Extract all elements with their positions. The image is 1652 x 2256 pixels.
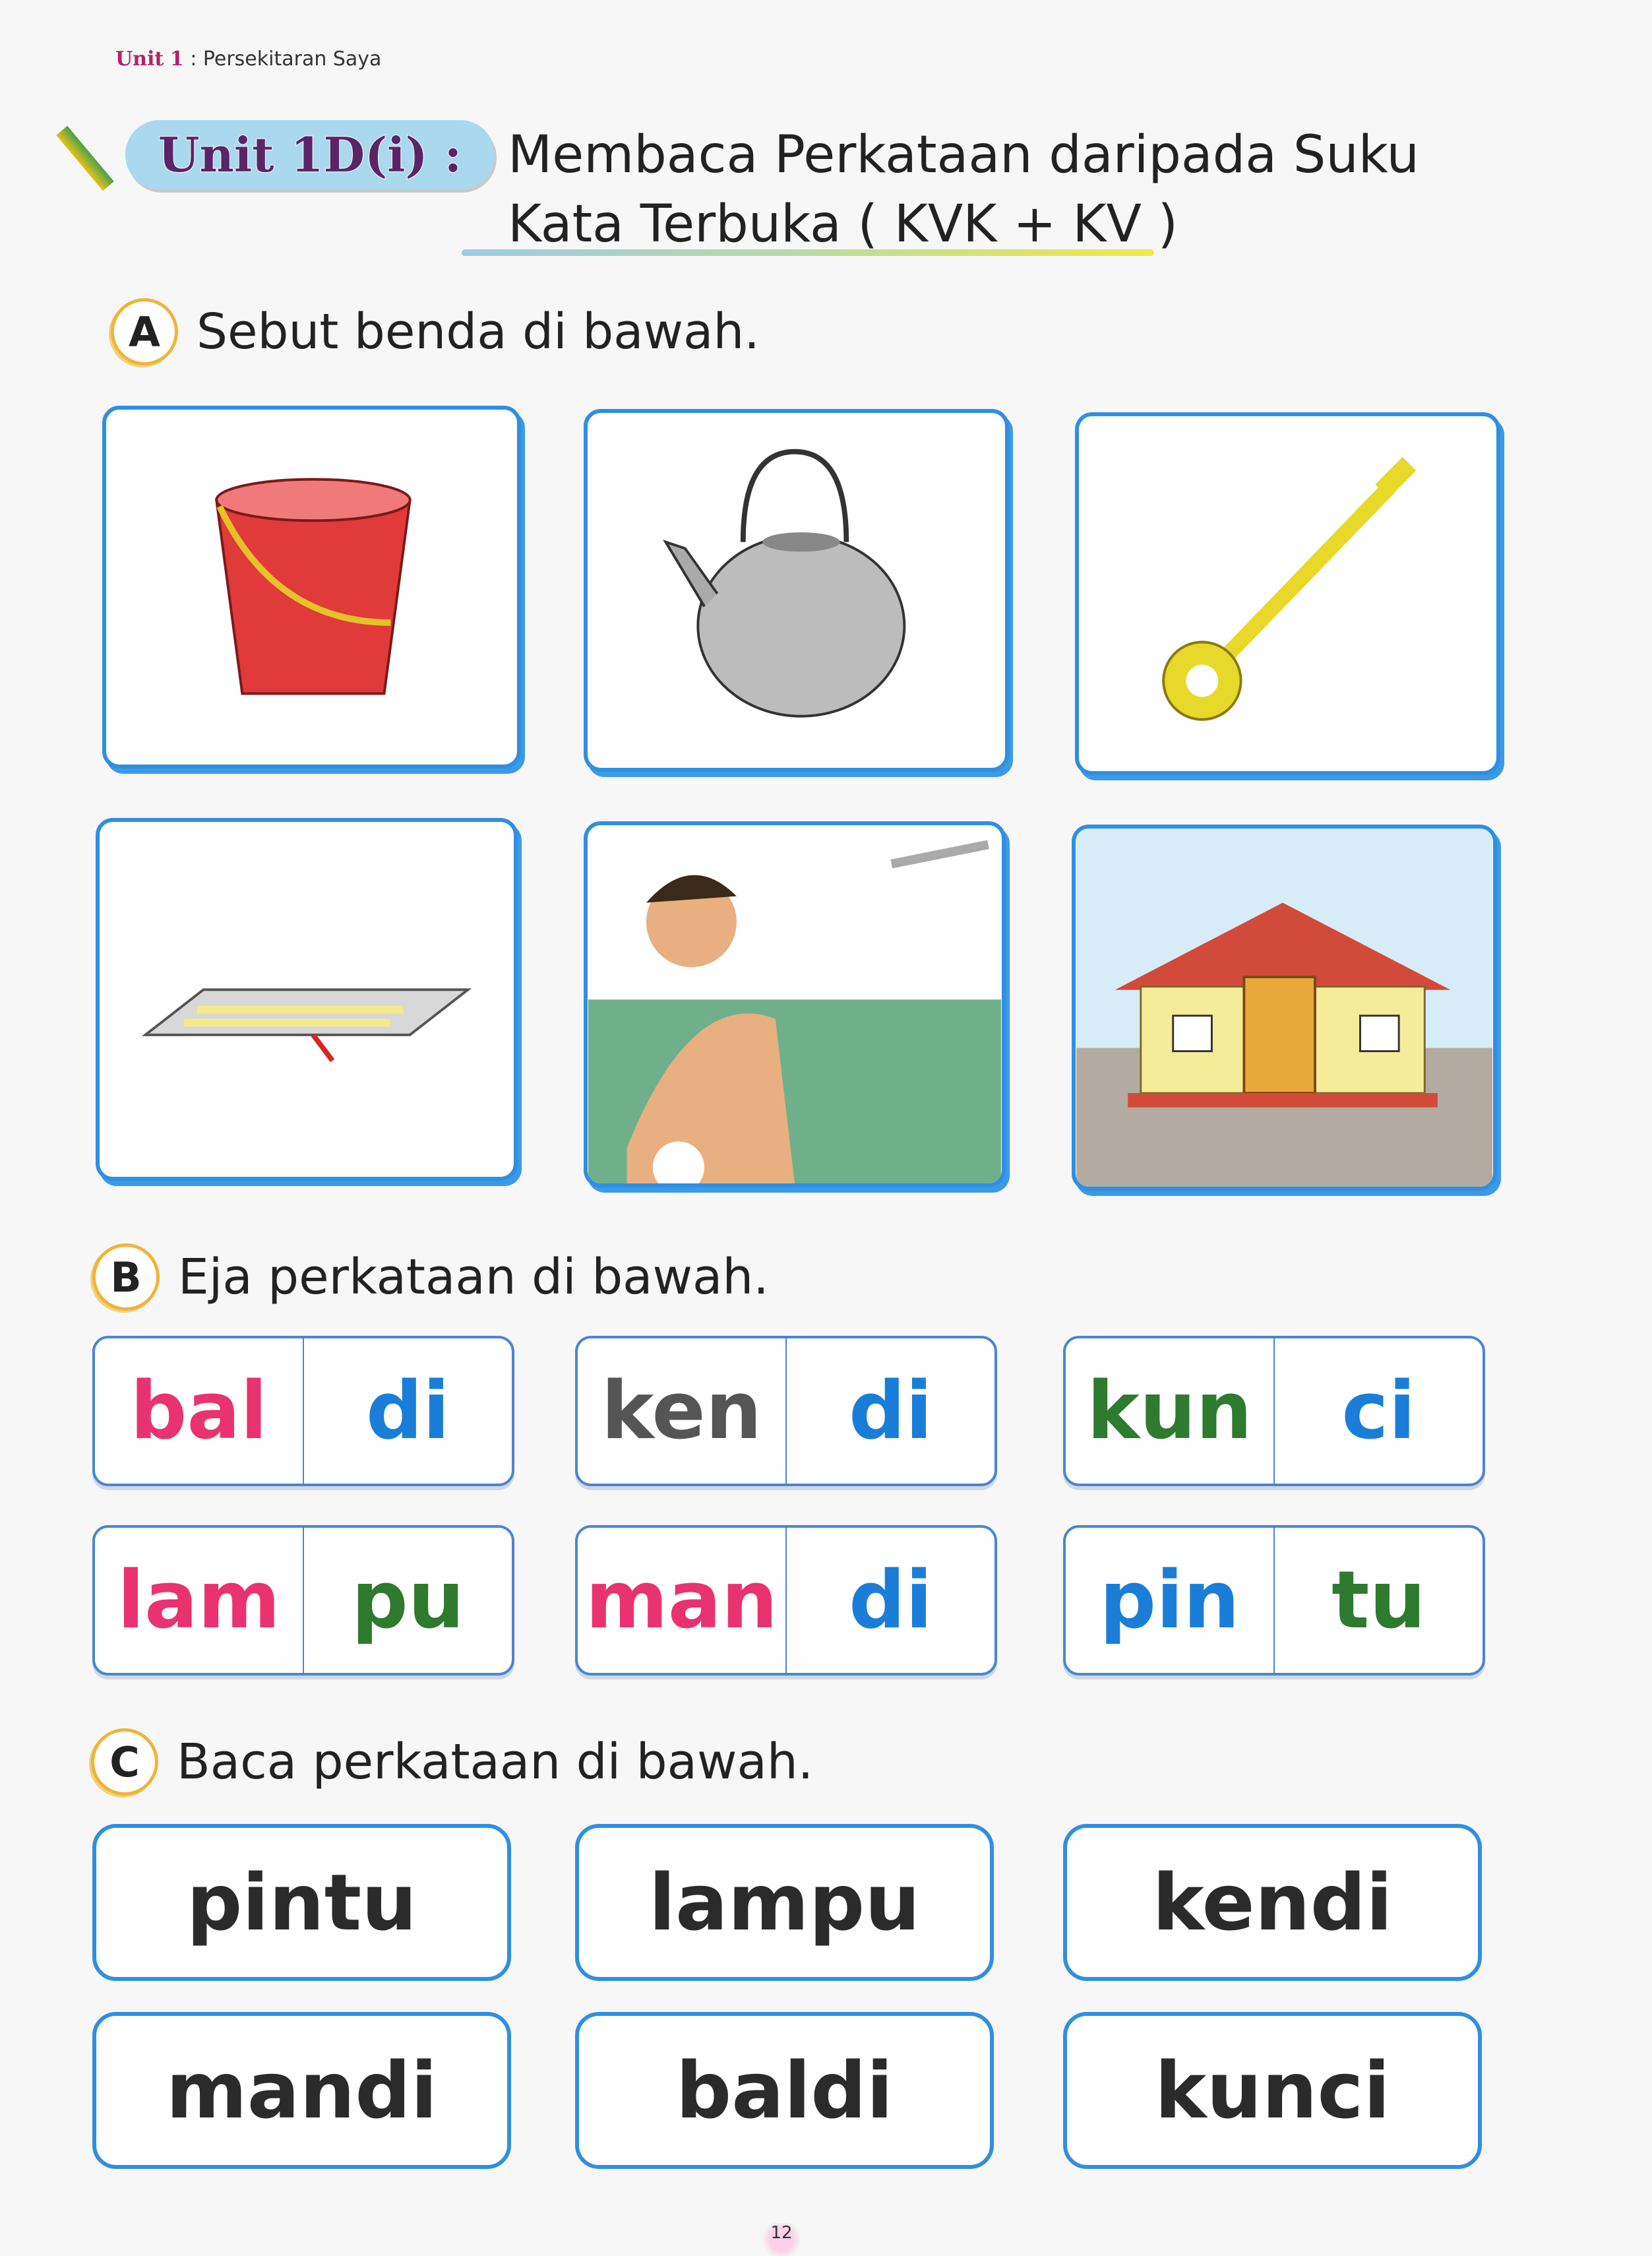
section-b-heading [92, 1243, 769, 1311]
unit-badge-text: Unit 1D(i) : [158, 127, 462, 183]
word-card: lampu [575, 1824, 994, 1981]
syllable-card [92, 1336, 514, 1486]
unit-number: 1 [169, 47, 184, 71]
pencil-icon [56, 126, 114, 191]
syllable: ci [1273, 1338, 1483, 1484]
syllable: bal [130, 1365, 268, 1457]
page-title-line1: Membaca Perkataan daripada Suku [508, 125, 1419, 185]
picture-lamp [96, 818, 518, 1181]
word-card: pintu [92, 1824, 511, 1981]
syllable: pin [1099, 1554, 1240, 1646]
picture-kettle [584, 409, 1009, 772]
bucket-icon [106, 410, 517, 765]
word-card: mandi [92, 2012, 511, 2169]
house-icon [1076, 829, 1493, 1187]
kettle-icon [588, 413, 1005, 768]
syllable: man [585, 1554, 778, 1646]
section-letter: A [111, 298, 178, 365]
section-instruction: Sebut benda di bawah. [197, 303, 760, 360]
page-number: 12 [758, 2223, 805, 2256]
picture-shower [584, 821, 1006, 1187]
separator: : [190, 47, 197, 71]
chapter-title: Persekitaran Saya [202, 47, 382, 71]
syllable: di [303, 1338, 512, 1484]
section-a-heading [111, 298, 760, 365]
section-c-heading [91, 1728, 813, 1796]
section-letter: B [92, 1243, 160, 1311]
unit-label: Unit [115, 47, 164, 71]
syllable-card [575, 1525, 997, 1676]
picture-key [1075, 412, 1500, 775]
key-icon [1079, 416, 1496, 771]
syllable: di [785, 1528, 994, 1673]
unit-badge [125, 120, 495, 189]
word-card: kendi [1063, 1824, 1482, 1981]
syllable: di [785, 1338, 994, 1484]
syllable-card [1063, 1525, 1485, 1676]
running-header [115, 47, 381, 71]
lamp-icon [100, 822, 514, 1177]
word-card: kunci [1063, 2012, 1482, 2169]
syllable: ken [601, 1365, 762, 1457]
syllable-card [1063, 1336, 1485, 1486]
word-card: baldi [575, 2012, 994, 2169]
syllable-card [575, 1336, 997, 1486]
syllable: lam [117, 1554, 281, 1646]
picture-bucket [102, 406, 521, 768]
syllable-card [92, 1525, 514, 1676]
section-instruction: Eja perkataan di bawah. [178, 1249, 769, 1305]
picture-house-door [1072, 825, 1497, 1191]
shower-icon [588, 825, 1002, 1183]
section-instruction: Baca perkataan di bawah. [177, 1734, 814, 1790]
syllable: tu [1273, 1528, 1483, 1673]
section-letter: C [91, 1728, 158, 1796]
syllable: kun [1087, 1365, 1252, 1457]
page-title-line2: Kata Terbuka ( KVK + KV ) [508, 195, 1178, 254]
syllable: pu [303, 1528, 512, 1673]
